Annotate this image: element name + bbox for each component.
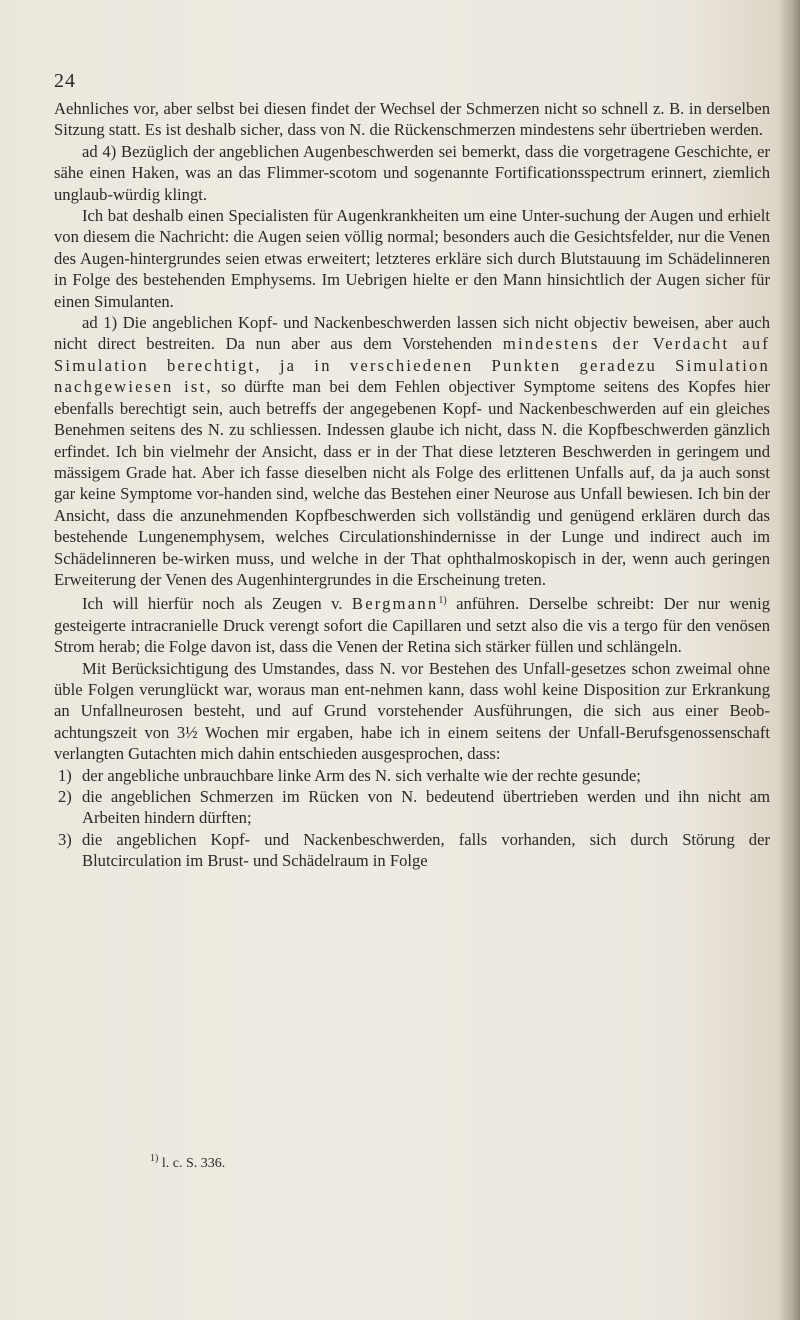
list-item xyxy=(54,786,770,829)
list-item-text: die angeblichen Schmerzen im Rücken von N. bedeutend übertrieben werden und ihn nicht am Arbeiten hindern dürften; xyxy=(82,787,770,828)
bergmann-text-before: Ich will hierfür noch als Zeugen v. xyxy=(82,594,352,614)
conclusion-list xyxy=(54,765,770,872)
list-item xyxy=(54,829,770,872)
footnote xyxy=(150,1150,225,1173)
list-item xyxy=(54,765,770,786)
footnote-reference: 1) xyxy=(438,595,447,607)
list-item-text: die angeblichen Kopf- und Nackenbeschwerden, falls vorhanden, sich durch Störung der Blutcirculation im Brust- und Schädelraum in Folge xyxy=(82,829,770,871)
paragraph-specialist: Ich bat deshalb einen Specialisten für Augenkrankheiten um eine Unter-suchung der Augen und erhielt von diesem die Nachricht: die Augen seien völlig normal; besonders auch die Gesichtsfelder, nur die Venen des Augen-hintergrundes seien etwas erweitert; letzteres erkläre sich durch Blutstauung im Schädelinneren in Folge des bestehenden Emphysems. Im Uebrigen hielte er den Mann hinsichtlich der Augen sicher für einen Simulanten. xyxy=(54,206,770,311)
paragraph-ad4: ad 4) Bezüglich der angeblichen Augenbeschwerden sei bemerkt, dass die vorgetragene Geschichte, er sähe einen Haken, was an das Flimmer-scotom und sogenannte Fortificationsspectrum erinnert, ziemlich unglaub-würdig klingt. xyxy=(54,141,770,204)
list-item-text: der angebliche unbrauchbare linke Arm des N. sich verhalte wie der rechte gesunde; xyxy=(82,765,641,785)
bergmann-text-after: anführen. Derselbe schreibt: Der nur wenig gesteigerte intracranielle Druck verengt sofort die Capillaren und setzt also die vis a tergo für den venösen Strom herab; die Folge davon ist, dass die Venen der Retina sich stärker füllen und schlängeln. xyxy=(54,594,770,657)
body-text xyxy=(54,98,770,872)
footnote-text: l. c. S. 336. xyxy=(158,1156,226,1171)
list-item-number: 3) xyxy=(58,829,72,849)
paragraph-bergmann xyxy=(54,590,770,657)
ad1-spaced-emphasis: mindestens der Verdacht auf Simulation berechtigt, ja in verschiedenen Punkten geradezu Simulation nachgewiesen ist, xyxy=(54,334,771,397)
paragraph-conclusion: Mit Berücksichtigung des Umstandes, dass N. vor Bestehen des Unfall-gesetzes schon zweimal ohne üble Folgen verunglückt war, woraus man ent-nehmen kann, dass wohl keine Disposition zur Erkrankung an Unfallneurosen besteht, und auf Grund vorstehender Ausführungen, die sich aus einer Beob-achtungszeit von 3½ Wochen mir ergaben, habe ich in einem seitens der Unfall-Berufsgenossenschaft verlangten Gutachten mich dahin entschieden ausgesprochen, dass: xyxy=(54,658,770,764)
paragraph-continued: Aehnliches vor, aber selbst bei diesen findet der Wechsel der Schmerzen nicht so schnell z. B. in derselben Sitzung statt. Es ist deshalb sicher, dass von N. die Rückenschmerzen mindestens sehr übertrieben werden. xyxy=(54,99,770,140)
bergmann-name: Bergmann xyxy=(351,594,439,614)
paragraph-ad1 xyxy=(54,312,770,590)
list-item-number: 2) xyxy=(58,787,72,806)
page-number: 24 xyxy=(54,70,76,92)
list-item-number: 1) xyxy=(58,765,72,785)
ad1-text-after: so dürfte man bei dem Fehlen objectiver Symptome seitens des Kopfes hier ebenfalls berechtigt sein, auch betreffs der angegebenen Kopf- und Nackenbeschwerden auf ein gleiches Benehmen seitens des N. zu schliessen. Indessen glaube ich nicht, dass N. die Kopfbeschwerden gänzlich erfindet. Ich bin vielmehr der Ansicht, dass er in der That diese letzteren Beschwerden in geringem und mässigem Grade hat. Aber ich fasse dieselben nicht als Folge des erlittenen Unfalls auf, da ja auch sonst gar keine Symptome vor-handen sind, welche das Bestehen einer Neurose aus Unfall bewiesen. Ich bin der Ansicht, dass die anzunehmenden Kopfbeschwerden sich vollständig und genügend erklären durch das bestehende Lungenemphysem, welches Circulationshindernisse in der Lunge und indirect auch im Schädelinneren be-wirken muss, und welche in der That ophthalmoskopisch in der, wenn auch geringen Erweiterung der Venen des Augenhintergrundes in die Erscheinung treten. xyxy=(54,377,770,589)
page-edge-shadow xyxy=(780,0,800,1320)
ad1-text-before: ad 1) Die angeblichen Kopf- und Nackenbeschwerden lassen sich nicht objectiv beweisen, aber auch nicht direct bestreiten. Da nun aber aus dem Vorstehenden xyxy=(54,313,770,354)
footnote-mark: 1) xyxy=(150,1153,159,1164)
